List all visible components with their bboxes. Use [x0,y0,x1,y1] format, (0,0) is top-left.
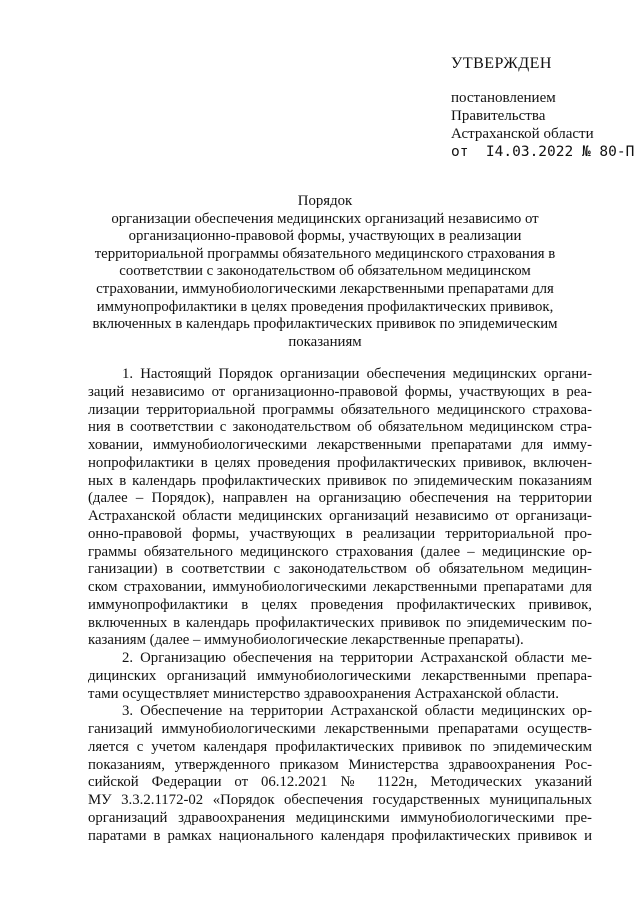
text-line: МУ 3.3.2.1172-02 «Порядок обеспечения государственных муниципальных [88,792,592,808]
text-line: (далее – Порядок), направлен на организацию обеспечения на территории [88,490,592,507]
paragraph-3 [88,703,592,845]
heading-title: Порядок [297,193,353,209]
text-line: паратами в рамках национального календаря профилактических прививок и [88,827,592,844]
text-line: ганизации) в соответствии с законодательством об обязательном медицин- [88,561,592,578]
text-line: лизации территориальной программы обязательного медицинского страхова- [88,401,592,418]
text-line: онно-правовой формы, участвующих в реализации территориальной про- [88,525,592,542]
approval-order-number: от I4.03.2022 № 80-П [451,144,635,160]
approval-title: УТВЕРЖДЕН [451,55,552,72]
approval-stamp [451,55,634,161]
text-line: 2. Организацию обеспечения на территории Астраханской области ме- [122,650,592,666]
text-line: казаниям (далее – иммунобиологические лекарственные препараты). [88,632,524,649]
text-line: тами осуществляет министерство здравоохранения Астраханской области. [88,685,559,702]
text-line: ховании, иммунобиологическими лекарственными препаратами для имму- [88,437,592,453]
text-line: ния в соответствии с законодательством об обязательном медицинском стра- [88,419,592,436]
heading-line: соответствии с законодательством об обязательном медицинском [119,263,531,280]
document-heading [84,193,566,351]
text-line: организаций здравоохранения медицинскими иммунобиологическими пре- [88,809,592,826]
heading-line: организации обеспечения медицинских организаций независимо от [111,210,539,227]
text-line: ных в календарь профилактических прививок по эпидемическим показаниям [88,472,592,489]
text-line: нопрофилактики в целях проведения профилактических прививок, включен- [88,454,592,471]
text-line: показаниям, утвержденного приказом Министерства здравоохранения Рос- [88,756,592,773]
text-line: 1. Настоящий Порядок организации обеспечения медицинских органи- [122,366,592,382]
approval-line: Астраханской области [451,126,594,142]
text-line: граммы обязательного медицинского страхования (далее – медицинские ор- [88,543,592,560]
paragraph-1 [88,366,592,650]
text-line: иммунопрофилактики в целях проведения профилактических прививок, [88,596,592,613]
heading-line: показаниям [288,333,362,350]
document-body [88,366,592,845]
approval-line: Правительства [451,108,546,124]
text-line: заций независимо от организационно-правовой формы, участвующих в реа- [88,383,592,400]
text-line: включенных в календарь профилактических прививок по эпидемическим по- [88,614,592,631]
heading-line: иммунопрофилактики в целях проведения профилактических прививок, [96,298,554,315]
heading-line: включенных в календарь профилактических прививок по эпидемическим [92,316,558,333]
text-line: Астраханской области медицинских организаций независимо от организаци- [88,508,592,524]
text-line: ском страховании, иммунобиологическими лекарственными препаратами для [88,579,592,595]
text-line: 3. Обеспечение на территории Астраханской области медицинских ор- [122,703,592,720]
text-line: ляется с учетом календаря профилактических прививок по эпидемическим [88,738,592,755]
paragraph-2 [88,650,592,703]
text-line: сийской Федерации от 06.12.2021 № 1122н, Методических указаний [88,774,592,791]
heading-line: территориальной программы обязательного медицинского страхования в [94,245,556,262]
heading-line: организационно-правовой формы, участвующих в реализации [128,228,522,245]
text-line: ганизаций иммунобиологическими лекарственными препаратами осуществ- [88,721,592,737]
text-line: дицинских организаций иммунобиологическими лекарственными препара- [88,667,592,684]
approval-line: постановлением [451,90,556,106]
heading-line: страховании, иммунобиологическими лекарственными препаратами для [96,280,554,297]
